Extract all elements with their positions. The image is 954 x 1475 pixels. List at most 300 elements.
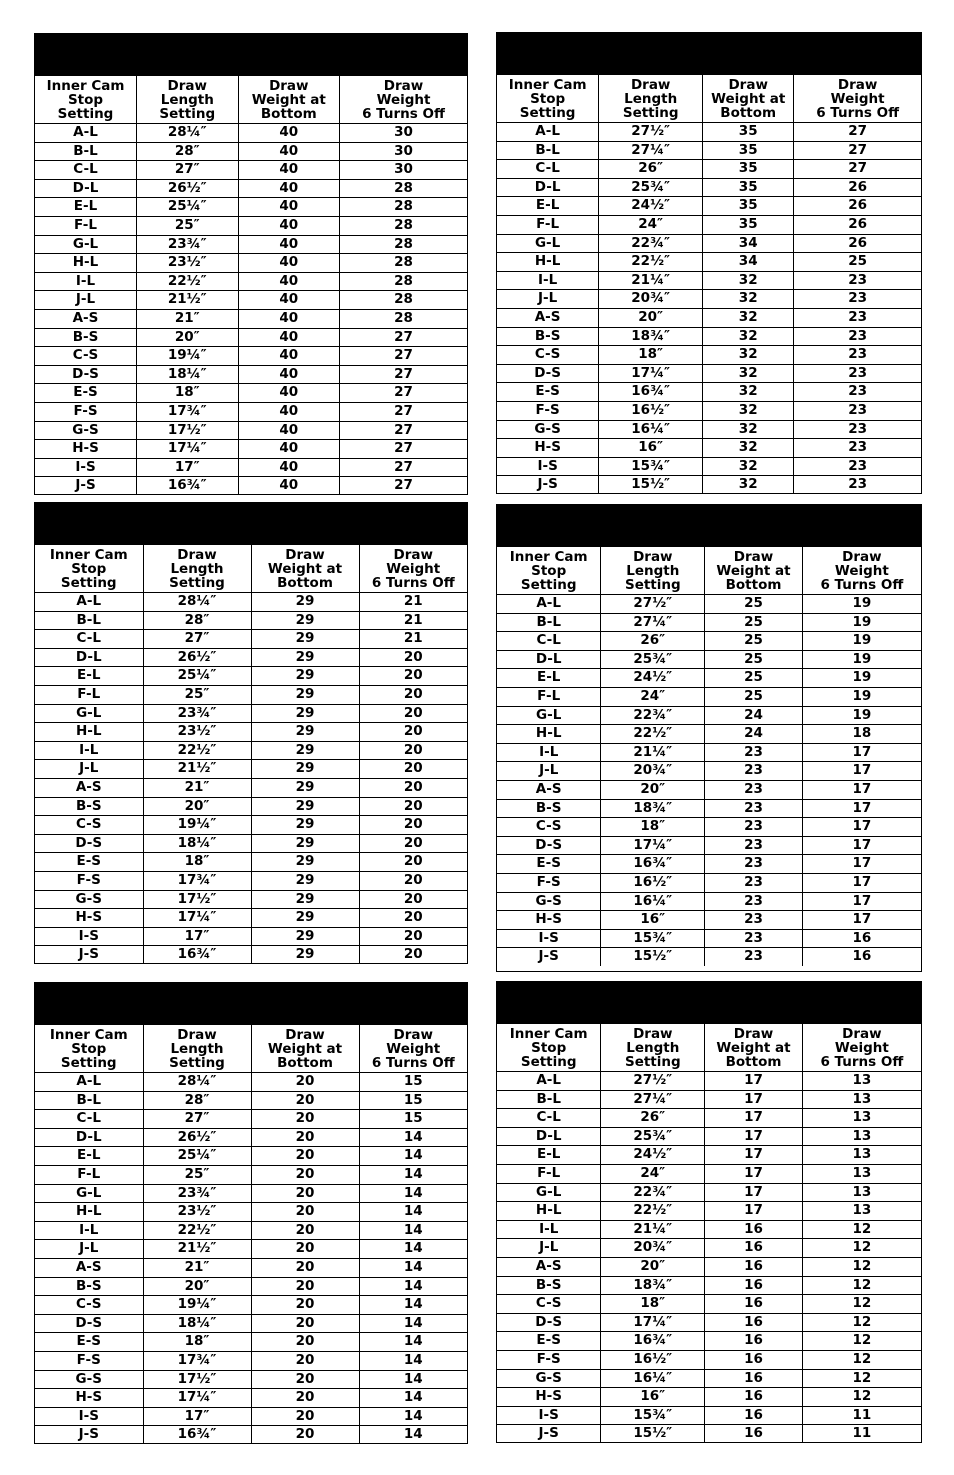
table-cell: 27 <box>340 421 467 440</box>
table-cell: 21¼″ <box>601 743 705 762</box>
table-cell: 20 <box>251 1091 359 1110</box>
table-cell: I-L <box>35 741 143 760</box>
table-cell: 27¼″ <box>601 613 705 632</box>
table-cell: 21½″ <box>143 1240 251 1259</box>
table-cell: 18¾″ <box>601 799 705 818</box>
table-cell: 17¾″ <box>137 402 239 421</box>
draw-weight-table-2 <box>496 32 922 494</box>
table-row <box>35 648 467 667</box>
table-cell: I-L <box>35 1221 143 1240</box>
table-cell: 14 <box>359 1165 467 1184</box>
table-row <box>497 632 921 651</box>
table-cell: 27½″ <box>601 1072 705 1091</box>
table-cell: 23 <box>705 780 803 799</box>
table-cell: 16 <box>705 1332 803 1351</box>
column-header: Draw Weight at Bottom <box>703 75 794 123</box>
table-row <box>35 458 467 477</box>
table-cell: 16 <box>705 1239 803 1258</box>
table-cell: 14 <box>359 1221 467 1240</box>
table-row <box>35 685 467 704</box>
table-cell: 25 <box>705 650 803 669</box>
table-cell: E-S <box>35 853 143 872</box>
table-cell: 18″ <box>599 346 703 365</box>
table-cell: 26 <box>794 178 921 197</box>
table-cell: 27 <box>340 347 467 366</box>
table-row <box>497 160 921 179</box>
table-cell: J-S <box>497 1425 601 1443</box>
table-row <box>35 272 467 291</box>
draw-weight-table-4 <box>496 504 922 972</box>
table-cell: 16½″ <box>601 873 705 892</box>
table-cell: 40 <box>238 347 340 366</box>
table-cell: B-L <box>35 611 143 630</box>
table-cell: 24½″ <box>601 669 705 688</box>
table-cell: 16½″ <box>601 1350 705 1369</box>
table-cell: 40 <box>238 309 340 328</box>
table-row <box>35 402 467 421</box>
table-cell: 32 <box>703 327 794 346</box>
table-cell: 23½″ <box>137 254 239 273</box>
table-row <box>35 216 467 235</box>
draw-weight-table-6 <box>496 981 922 1443</box>
table-cell: 20 <box>251 1370 359 1389</box>
table-cell: 17¼″ <box>143 909 251 928</box>
table-cell: 20 <box>251 1277 359 1296</box>
table-cell: 23 <box>794 364 921 383</box>
table-cell: 23 <box>705 948 803 966</box>
table-cell: 24″ <box>599 215 703 234</box>
column-header: Draw Weight at Bottom <box>251 545 359 593</box>
table-cell: 26″ <box>599 160 703 179</box>
table-row <box>35 797 467 816</box>
table-cell: 27″ <box>143 630 251 649</box>
table-cell: 40 <box>238 142 340 161</box>
table-cell: 27 <box>340 328 467 347</box>
table-cell: I-S <box>497 1406 601 1425</box>
table-cell: 15¾″ <box>601 929 705 948</box>
table-cell: 32 <box>703 364 794 383</box>
table-cell: 40 <box>238 421 340 440</box>
table-row <box>497 1146 921 1165</box>
table-cell: F-S <box>497 1350 601 1369</box>
table-row <box>497 308 921 327</box>
table-cell: 23 <box>705 818 803 837</box>
table-cell: 17¼″ <box>137 440 239 459</box>
table-cell: 27 <box>794 141 921 160</box>
table-row <box>35 593 467 612</box>
table-cell: B-L <box>497 613 601 632</box>
table-cell: I-S <box>35 927 143 946</box>
table-cell: D-L <box>35 179 137 198</box>
table-cell: 24″ <box>601 1164 705 1183</box>
table-cell: E-L <box>497 669 601 688</box>
table-row <box>497 929 921 948</box>
table-cell: 40 <box>238 440 340 459</box>
table-row <box>35 365 467 384</box>
table-cell: 21½″ <box>137 291 239 310</box>
table-cell: 12 <box>802 1239 921 1258</box>
table-cell: 35 <box>703 160 794 179</box>
table-cell: F-L <box>497 1164 601 1183</box>
table-title-bar <box>35 503 467 544</box>
table-cell: B-L <box>497 141 599 160</box>
table-cell: 20¾″ <box>599 290 703 309</box>
table-cell: 14 <box>359 1203 467 1222</box>
table-row <box>35 1296 467 1315</box>
table-cell: 26 <box>794 197 921 216</box>
table-cell: 29 <box>251 871 359 890</box>
table-cell: E-L <box>497 1146 601 1165</box>
table-cell: 28″ <box>143 611 251 630</box>
table-row <box>35 630 467 649</box>
table-cell: 21¼″ <box>599 271 703 290</box>
table-cell: D-S <box>35 834 143 853</box>
table-cell: 16 <box>705 1406 803 1425</box>
table-row <box>497 1072 921 1091</box>
table-cell: D-S <box>35 1314 143 1333</box>
table-cell: 40 <box>238 272 340 291</box>
table-cell: 16″ <box>601 911 705 930</box>
table-cell: 20 <box>251 1426 359 1444</box>
table-cell: J-L <box>497 1239 601 1258</box>
table-cell: 12 <box>802 1350 921 1369</box>
table-cell: 15 <box>359 1091 467 1110</box>
table-row <box>497 364 921 383</box>
table-cell: 23 <box>705 799 803 818</box>
table-cell: 17″ <box>143 1407 251 1426</box>
table-cell: 23 <box>794 401 921 420</box>
table-cell: 16″ <box>601 1388 705 1407</box>
table-cell: 20″ <box>601 780 705 799</box>
table-row <box>497 271 921 290</box>
table-cell: H-S <box>497 439 599 458</box>
table-cell: D-L <box>35 648 143 667</box>
table-cell: 24 <box>705 725 803 744</box>
table-cell: E-L <box>497 197 599 216</box>
table-cell: 28″ <box>137 142 239 161</box>
table-cell: H-L <box>497 1202 601 1221</box>
table-cell: I-S <box>35 1407 143 1426</box>
table-row <box>497 799 921 818</box>
table-cell: 18″ <box>601 1295 705 1314</box>
table-row <box>35 1091 467 1110</box>
column-header: Draw Weight 6 Turns Off <box>802 547 921 595</box>
table-cell: 21 <box>359 630 467 649</box>
table-cell: G-L <box>497 706 601 725</box>
table-row <box>35 741 467 760</box>
table-cell: 16 <box>705 1257 803 1276</box>
table-cell: 14 <box>359 1147 467 1166</box>
table-cell: 23 <box>705 762 803 781</box>
table-cell: 32 <box>703 401 794 420</box>
table-row <box>35 1258 467 1277</box>
table-cell: I-S <box>497 457 599 476</box>
table-cell: 12 <box>802 1276 921 1295</box>
table-cell: 40 <box>238 198 340 217</box>
table-cell: 17 <box>802 743 921 762</box>
table-cell: 15½″ <box>601 948 705 966</box>
table-cell: 25 <box>705 595 803 614</box>
table-cell: 17 <box>802 836 921 855</box>
table-cell: 15 <box>359 1073 467 1092</box>
table-cell: 23 <box>705 743 803 762</box>
column-header: Draw Weight at Bottom <box>251 1025 359 1073</box>
table-cell: B-L <box>35 1091 143 1110</box>
column-header: Inner Cam Stop Setting <box>35 545 143 593</box>
table-row <box>35 1165 467 1184</box>
table-cell: 29 <box>251 741 359 760</box>
table-cell: 14 <box>359 1407 467 1426</box>
table-cell: 16 <box>802 929 921 948</box>
table-cell: G-S <box>497 892 601 911</box>
table-cell: 18″ <box>143 853 251 872</box>
table-row <box>497 1109 921 1128</box>
table-cell: 17″ <box>143 927 251 946</box>
table-cell: 17 <box>705 1164 803 1183</box>
table-cell: 23 <box>705 892 803 911</box>
column-header: Draw Length Setting <box>601 547 705 595</box>
table-cell: 12 <box>802 1313 921 1332</box>
table-cell: 17 <box>802 873 921 892</box>
table-cell: 17 <box>802 911 921 930</box>
table-cell: 26 <box>794 215 921 234</box>
table-row <box>497 141 921 160</box>
table-cell: 35 <box>703 197 794 216</box>
table-cell: J-S <box>35 477 137 495</box>
table-cell: 23½″ <box>143 1203 251 1222</box>
column-header: Draw Weight at Bottom <box>238 76 340 124</box>
table-cell: G-L <box>35 1184 143 1203</box>
table-cell: 20 <box>251 1407 359 1426</box>
table-cell: 18 <box>802 725 921 744</box>
draw-weight-table-5 <box>34 982 468 1444</box>
table-cell: 20 <box>251 1165 359 1184</box>
table-cell: A-S <box>35 309 137 328</box>
table-cell: 14 <box>359 1351 467 1370</box>
table-row <box>497 948 921 966</box>
column-header: Inner Cam Stop Setting <box>497 1024 601 1072</box>
table-cell: B-S <box>35 1277 143 1296</box>
table-cell: E-S <box>497 855 601 874</box>
table-row <box>35 1147 467 1166</box>
table-cell: 19 <box>802 613 921 632</box>
table-row <box>35 667 467 686</box>
table-cell: 27 <box>794 160 921 179</box>
table-cell: D-L <box>497 178 599 197</box>
table-cell: 25 <box>705 687 803 706</box>
table-title-bar <box>35 983 467 1024</box>
table-row <box>35 1351 467 1370</box>
table-cell: I-L <box>497 743 601 762</box>
table-cell: 32 <box>703 476 794 494</box>
column-header: Draw Weight 6 Turns Off <box>340 76 467 124</box>
table-cell: 20 <box>251 1110 359 1129</box>
table-cell: 13 <box>802 1090 921 1109</box>
table-cell: 23¾″ <box>143 704 251 723</box>
column-header: Inner Cam Stop Setting <box>35 76 137 124</box>
draw-weight-table-1 <box>34 33 468 495</box>
table-cell: 14 <box>359 1184 467 1203</box>
table-row <box>35 890 467 909</box>
table-row <box>497 476 921 494</box>
table-cell: 16¾″ <box>599 383 703 402</box>
table-cell: 32 <box>703 308 794 327</box>
table-row <box>35 1221 467 1240</box>
table-cell: G-L <box>497 234 599 253</box>
table-cell: 19¼″ <box>143 1296 251 1315</box>
table-cell: 20 <box>359 778 467 797</box>
table-row <box>497 1127 921 1146</box>
table-cell: A-L <box>35 1073 143 1092</box>
table-cell: 20 <box>359 723 467 742</box>
column-header: Draw Length Setting <box>599 75 703 123</box>
table-cell: 16 <box>802 948 921 966</box>
table-row <box>497 836 921 855</box>
table-cell: E-S <box>497 1332 601 1351</box>
table-cell: 34 <box>703 234 794 253</box>
table-cell: 20 <box>359 704 467 723</box>
table-cell: 24 <box>705 706 803 725</box>
table-row <box>35 291 467 310</box>
table-cell: 40 <box>238 328 340 347</box>
table-cell: E-L <box>35 1147 143 1166</box>
table-cell: 28¼″ <box>137 124 239 143</box>
table-cell: C-L <box>35 630 143 649</box>
table-row <box>497 1257 921 1276</box>
table-cell: I-S <box>35 458 137 477</box>
table-cell: 22½″ <box>601 725 705 744</box>
table-cell: 22¾″ <box>601 1183 705 1202</box>
table-cell: C-L <box>497 1109 601 1128</box>
table-row <box>35 704 467 723</box>
table-row <box>497 1202 921 1221</box>
table-cell: E-L <box>35 198 137 217</box>
table-cell: 26½″ <box>143 648 251 667</box>
table-cell: 28 <box>340 272 467 291</box>
table-cell: 12 <box>802 1332 921 1351</box>
table-cell: 27 <box>794 123 921 142</box>
table-cell: 14 <box>359 1128 467 1147</box>
table-cell: 20 <box>251 1128 359 1147</box>
table-cell: 40 <box>238 124 340 143</box>
table-cell: F-L <box>35 216 137 235</box>
table-cell: C-S <box>497 346 599 365</box>
table-cell: 14 <box>359 1258 467 1277</box>
table-row <box>35 1389 467 1408</box>
table-cell: 20 <box>359 890 467 909</box>
table-cell: 20 <box>251 1240 359 1259</box>
table-cell: 18¼″ <box>143 1314 251 1333</box>
table-cell: 21 <box>359 611 467 630</box>
header-row <box>35 545 467 593</box>
header-row <box>35 1025 467 1073</box>
table-cell: 13 <box>802 1109 921 1128</box>
table-cell: 21 <box>359 593 467 612</box>
table-cell: 22½″ <box>601 1202 705 1221</box>
table-cell: 17 <box>802 799 921 818</box>
table-cell: 19¼″ <box>137 347 239 366</box>
table-row <box>497 253 921 272</box>
table-cell: B-S <box>497 1276 601 1295</box>
table-row <box>497 1183 921 1202</box>
table-cell: 23 <box>794 308 921 327</box>
table-cell: 26″ <box>601 632 705 651</box>
table-cell: 32 <box>703 290 794 309</box>
table-cell: 28 <box>340 235 467 254</box>
table-cell: 20 <box>251 1147 359 1166</box>
table-cell: 20 <box>251 1351 359 1370</box>
header-row <box>497 75 921 123</box>
table-cell: 22¾″ <box>599 234 703 253</box>
table-cell: 23 <box>794 383 921 402</box>
table-cell: 25¼″ <box>137 198 239 217</box>
table-row <box>497 1295 921 1314</box>
table-cell: 12 <box>802 1220 921 1239</box>
table-cell: A-L <box>497 1072 601 1091</box>
table-cell: 40 <box>238 384 340 403</box>
table-cell: 13 <box>802 1183 921 1202</box>
table-cell: 18¾″ <box>601 1276 705 1295</box>
table-cell: 32 <box>703 439 794 458</box>
table-cell: 17½″ <box>137 421 239 440</box>
column-header: Draw Weight 6 Turns Off <box>794 75 921 123</box>
table-cell: 28 <box>340 179 467 198</box>
column-header: Draw Length Setting <box>143 1025 251 1073</box>
table-cell: 25 <box>794 253 921 272</box>
table-cell: 23 <box>794 290 921 309</box>
column-header: Inner Cam Stop Setting <box>35 1025 143 1073</box>
table-cell: 16 <box>705 1313 803 1332</box>
table-row <box>35 760 467 779</box>
table-cell: 23 <box>705 911 803 930</box>
table-row <box>35 161 467 180</box>
table-cell: H-S <box>35 440 137 459</box>
table-cell: G-L <box>35 235 137 254</box>
table-cell: 32 <box>703 383 794 402</box>
table-row <box>35 1370 467 1389</box>
table-cell: 17¼″ <box>143 1389 251 1408</box>
table-cell: 20″ <box>599 308 703 327</box>
table-cell: 19 <box>802 650 921 669</box>
table-cell: 25¾″ <box>599 178 703 197</box>
table-cell: 20 <box>251 1258 359 1277</box>
table-row <box>35 477 467 495</box>
table-cell: F-L <box>35 685 143 704</box>
table-row <box>35 1426 467 1444</box>
table-cell: 16 <box>705 1350 803 1369</box>
table-cell: 29 <box>251 890 359 909</box>
table-row <box>35 179 467 198</box>
header-row <box>497 547 921 595</box>
table-row <box>35 440 467 459</box>
table-cell: 20 <box>359 648 467 667</box>
column-header: Draw Length Setting <box>601 1024 705 1072</box>
table-cell: 22¾″ <box>601 706 705 725</box>
table-cell: 27½″ <box>599 123 703 142</box>
table-cell: 17½″ <box>143 890 251 909</box>
table-row <box>35 871 467 890</box>
table-cell: 28¼″ <box>143 593 251 612</box>
table-cell: 20 <box>359 853 467 872</box>
table-row <box>35 853 467 872</box>
table-row <box>35 384 467 403</box>
table-row <box>35 198 467 217</box>
table-cell: 29 <box>251 778 359 797</box>
table-cell: E-S <box>35 384 137 403</box>
table-row <box>497 762 921 781</box>
table-cell: C-S <box>35 1296 143 1315</box>
table-cell: 40 <box>238 216 340 235</box>
